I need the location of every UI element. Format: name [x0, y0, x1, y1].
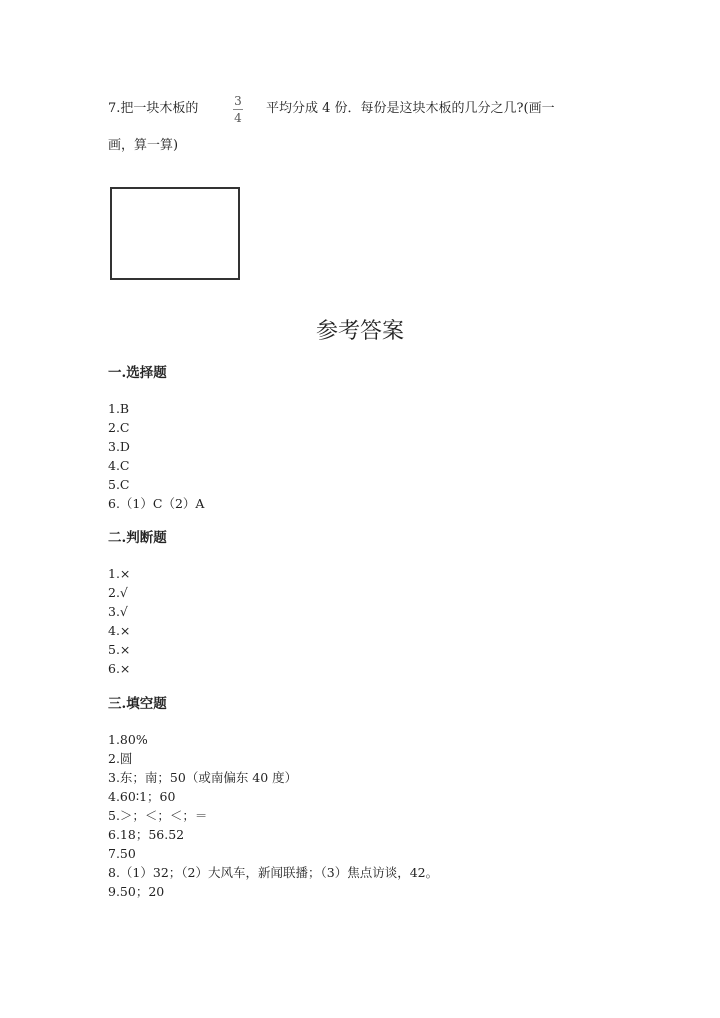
- drawing-rectangle: [110, 187, 240, 280]
- list-item: 6.18；56.52: [108, 827, 185, 842]
- question-7-line2: 画，算一算): [108, 138, 179, 153]
- question-7-prefix: 7.把一块木板的: [108, 101, 199, 116]
- answer-list-fill: [108, 730, 438, 901]
- section-heading-fill: 三.填空题: [108, 696, 167, 712]
- list-item: 1.B: [108, 401, 130, 416]
- list-item: 4.×: [108, 623, 131, 638]
- list-item: 3.D: [108, 439, 130, 454]
- list-item: 2.√: [108, 585, 128, 600]
- list-item: 6.（1）C（2）A: [108, 496, 205, 511]
- list-item: 7.50: [108, 846, 136, 861]
- list-item: 9.50；20: [108, 884, 165, 899]
- list-item: 1.×: [108, 566, 131, 581]
- fraction-three-quarters: [231, 94, 245, 125]
- fraction-bar: [233, 109, 243, 110]
- question-7-text: 平均分成 4 份．每份是这块木板的几分之几?(画一: [266, 101, 555, 116]
- list-item: 3.东；南；50（或南偏东 40 度）: [108, 770, 298, 785]
- section-heading-judgment: 二.判断题: [108, 530, 167, 546]
- fraction-denominator: 4: [234, 111, 242, 125]
- list-item: 5.×: [108, 642, 131, 657]
- list-item: 2.C: [108, 420, 130, 435]
- section-heading-choice: 一.选择题: [108, 365, 167, 381]
- list-item: 8.（1）32；（2）大风车，新闻联播；（3）焦点访谈，42。: [108, 865, 439, 880]
- list-item: 5.＞；＜；＜；＝: [108, 808, 208, 823]
- list-item: 1.80%: [108, 732, 148, 747]
- list-item: 2.圆: [108, 751, 133, 766]
- list-item: 4.60∶1；60: [108, 789, 176, 804]
- list-item: 4.C: [108, 458, 130, 473]
- fraction-numerator: 3: [234, 94, 242, 108]
- answer-title: 参考答案: [315, 319, 404, 344]
- list-item: 5.C: [108, 477, 130, 492]
- list-item: 6.×: [108, 661, 131, 676]
- list-item: 3.√: [108, 604, 128, 619]
- answer-list-judgment: [108, 564, 130, 678]
- answer-list-choice: [108, 399, 204, 513]
